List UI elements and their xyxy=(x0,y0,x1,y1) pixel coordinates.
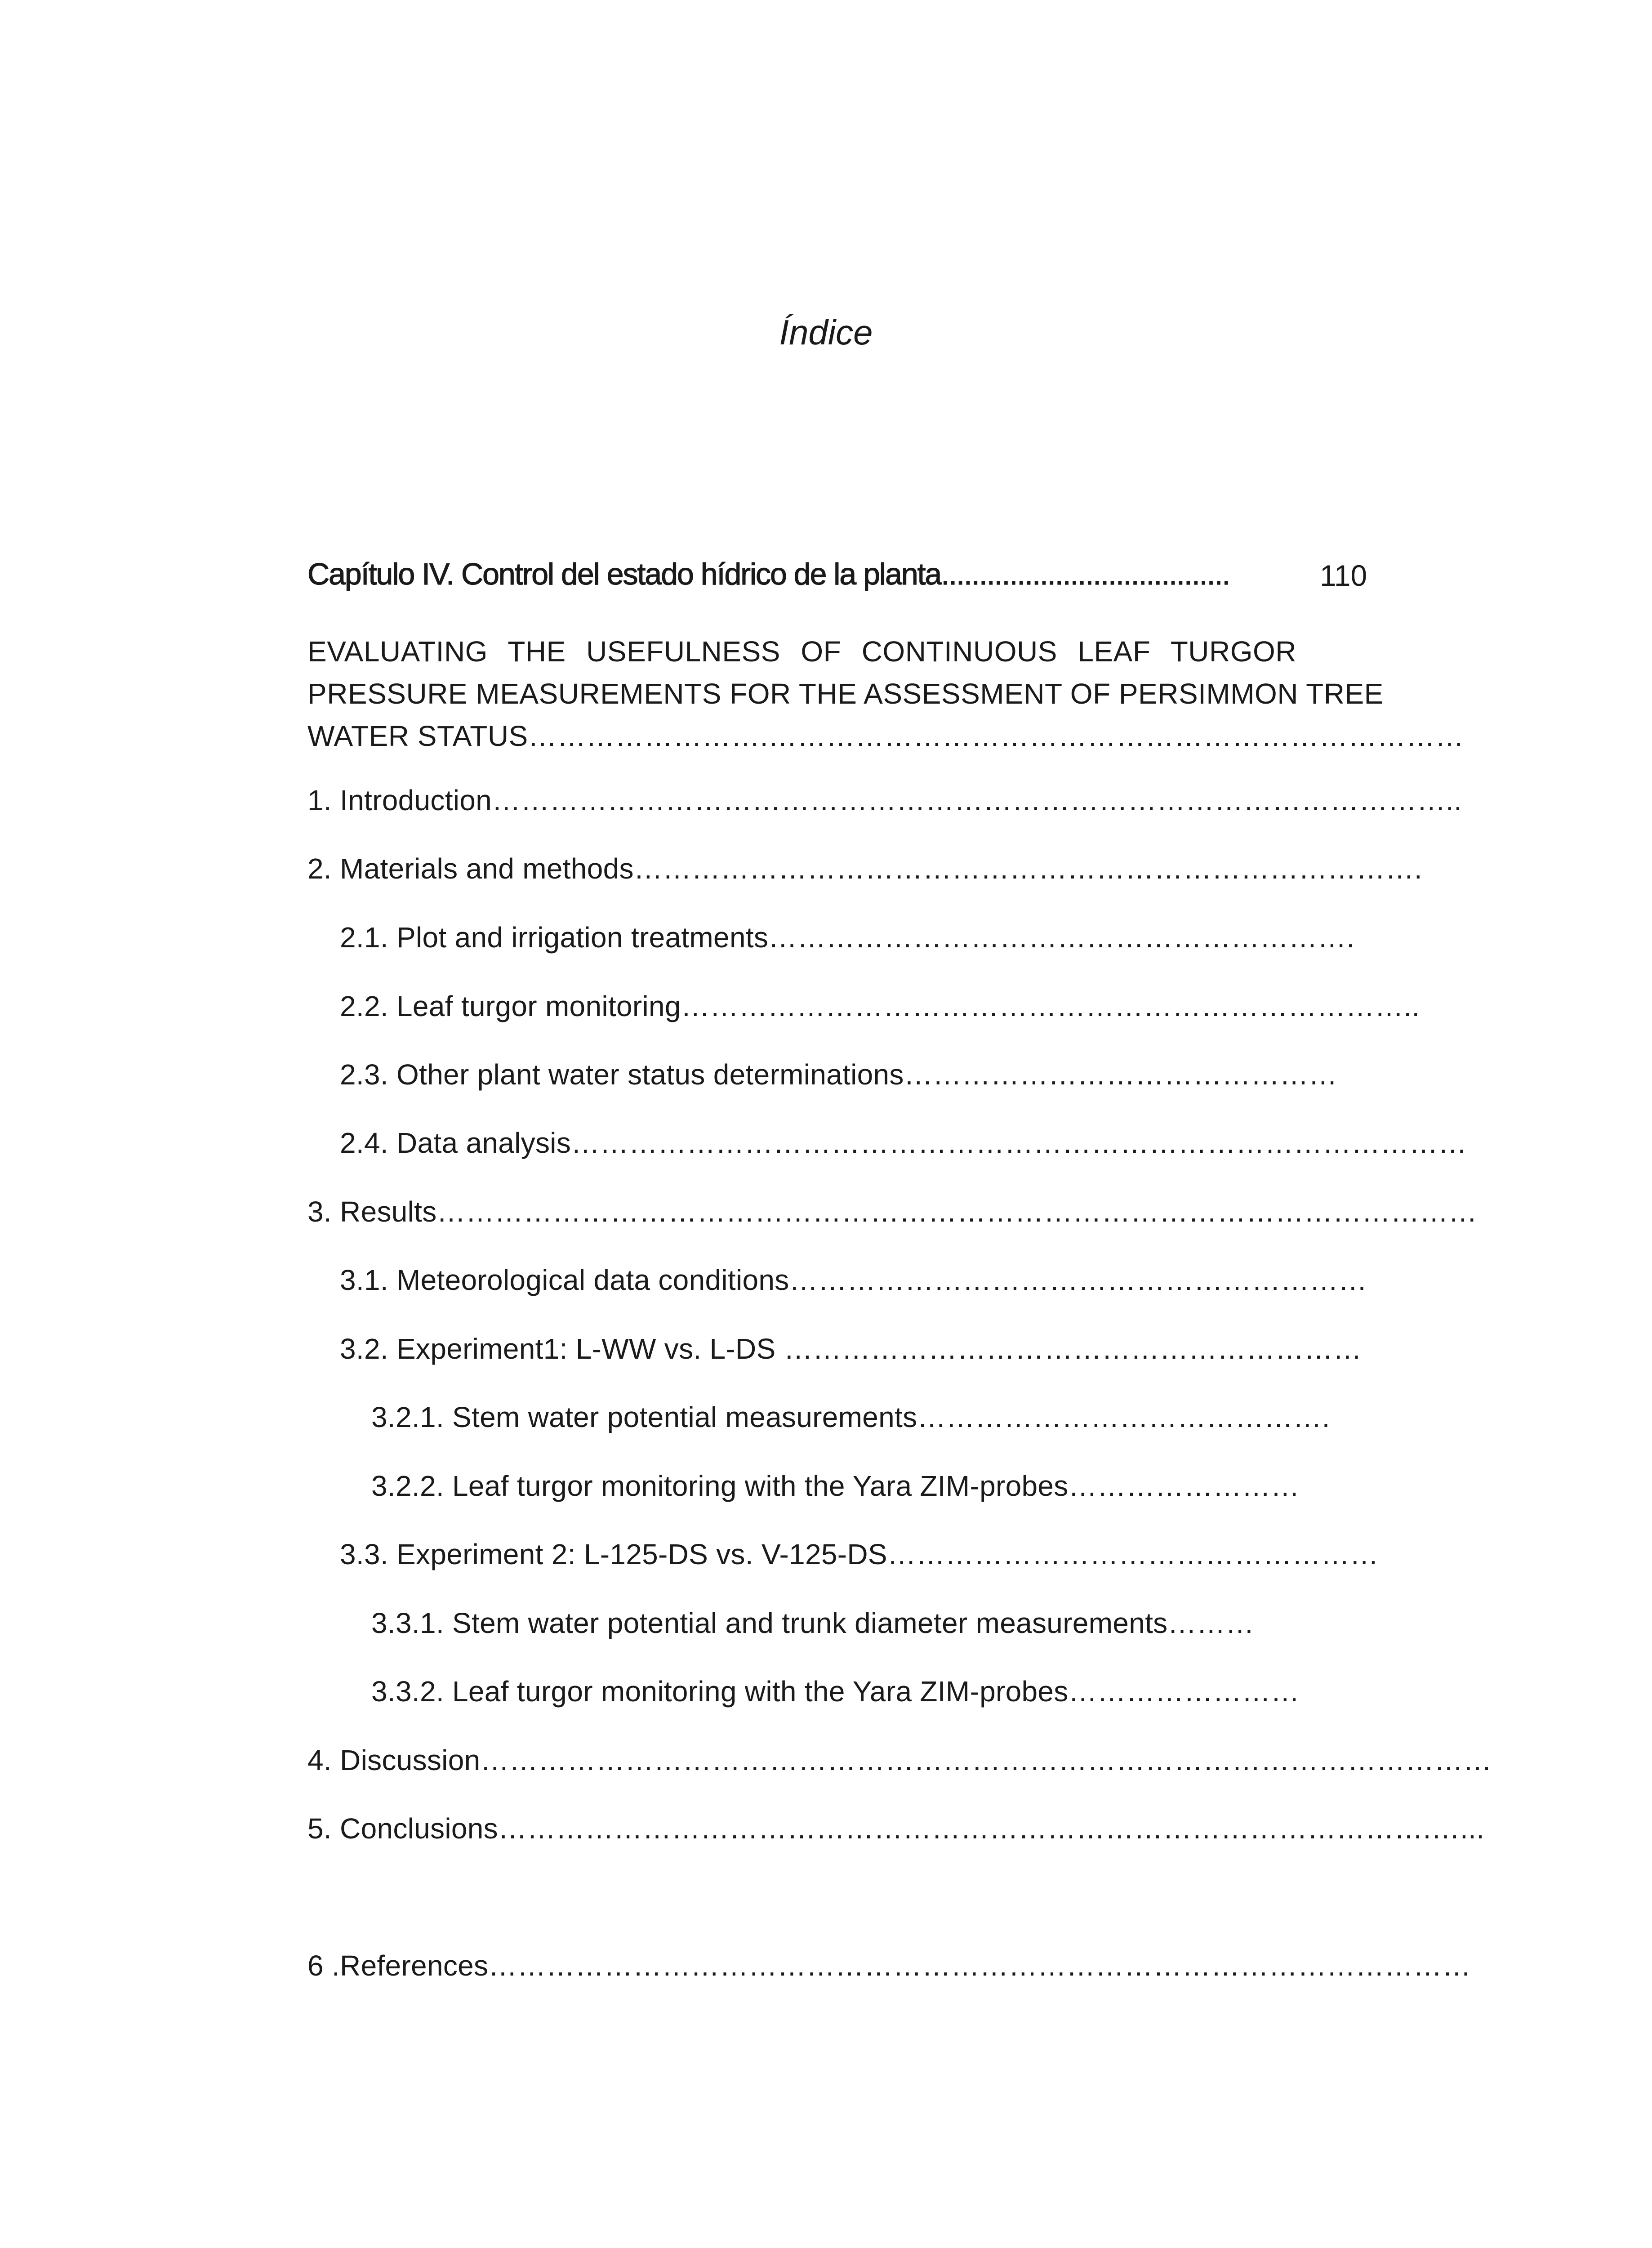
toc-entry-leaf-turgor-monitoring: 2.2. Leaf turgor monitoring………………………………………………………………….. xyxy=(340,990,1420,1022)
toc-entry-materials-methods: 2. Materials and methods………………………………………………………………………. xyxy=(307,852,1422,885)
chapter-page-number: 110 xyxy=(1320,559,1367,592)
toc-entry-discussion: 4. Discussion…………………………………………………………………………………………… xyxy=(307,1744,1492,1776)
toc-entry-leaf-turgor-zim-2: 3.3.2. Leaf turgor monitoring with the Yara ZIM-probes…………………… xyxy=(371,1675,1300,1708)
chapter-heading-text: Capítulo IV. Control del estado hídrico de la planta...................................... xyxy=(307,558,1230,591)
toc-entry-conclusions: 5. Conclusions…………………………………………………………………………………….…... xyxy=(307,1812,1485,1845)
toc-entry-leaf-turgor-zim-1: 3.2.2. Leaf turgor monitoring with the Yara ZIM-probes…………………… xyxy=(371,1470,1300,1502)
toc-entry-introduction: 1. Introduction……………………………………………………………………………………….. xyxy=(307,784,1462,816)
toc-entry-experiment-1: 3.2. Experiment1: L-WW vs. L-DS …………………………………………………… xyxy=(340,1333,1362,1365)
toc-entry-stem-trunk: 3.3.1. Stem water potential and trunk diameter measurements……… xyxy=(371,1607,1255,1639)
paper-title xyxy=(307,630,1464,757)
chapter-heading xyxy=(307,558,1379,591)
paper-title-line-2: PRESSURE MEASUREMENTS FOR THE ASSESSMENT OF PERSIMMON TREE xyxy=(307,678,1384,710)
toc-entry-stem-water-potential: 3.2.1. Stem water potential measurements……………………………………. xyxy=(371,1401,1330,1433)
toc-entry-data-analysis: 2.4. Data analysis………………………………………………………………………………… xyxy=(340,1127,1467,1159)
toc-entry-experiment-2: 3.3. Experiment 2: L-125-DS vs. V-125-DS…………………………………………… xyxy=(340,1538,1379,1570)
toc-entry-other-determinations: 2.3. Other plant water status determinations……………………………………… xyxy=(340,1058,1338,1091)
paper-title-line-1: EVALUATING THE USEFULNESS OF CONTINUOUS LEAF TURGOR xyxy=(307,635,1296,668)
toc-entry-results: 3. Results……………………………………………………………………………………………… xyxy=(307,1195,1478,1228)
page-title: Índice xyxy=(779,312,873,352)
paper-title-line-3: WATER STATUS…………………….……………………………………………………………… xyxy=(307,720,1464,752)
toc-entry-references: 6 .References………………………………………………………………………………………… xyxy=(307,1949,1471,1982)
toc-entry-plot-irrigation: 2.1. Plot and irrigation treatments……………………………………………………. xyxy=(340,921,1355,954)
toc-entry-meteorological: 3.1. Meteorological data conditions…………………………………………………… xyxy=(340,1264,1367,1296)
